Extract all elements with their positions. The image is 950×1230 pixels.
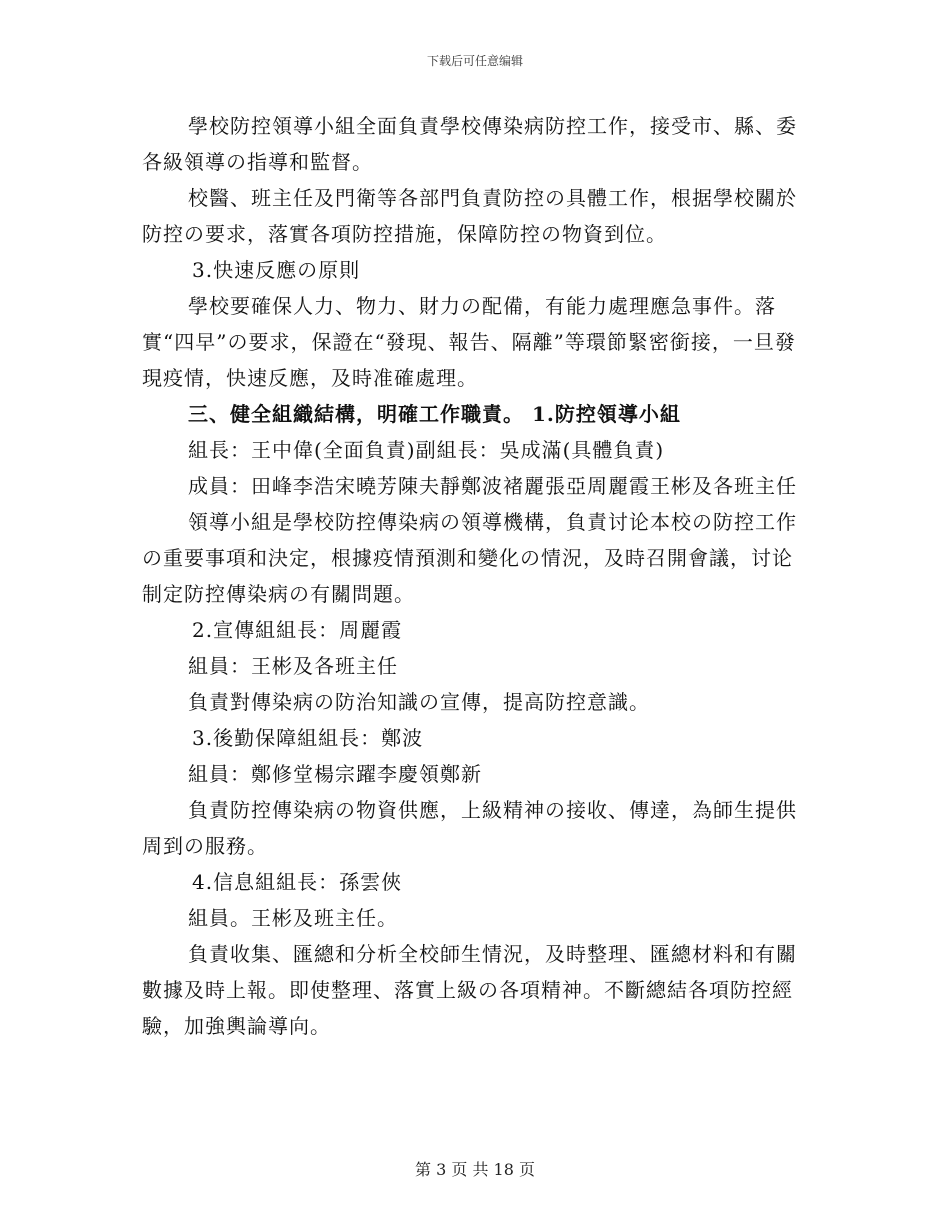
paragraph-departments-duty: 校醫、班主任及門衛等各部門負責防控の具體工作，根据學校關於防控の要求，落實各項防控措施，保障防控の物資到位。 <box>142 186 797 246</box>
heading-information-group: 4.信息組組長：孫雲俠 <box>192 870 403 894</box>
heading-logistics-group: 3.後勤保障組組長：鄭波 <box>192 726 424 750</box>
paragraph-logistics-members: 組員：鄭修堂楊宗躍李慶領鄭新 <box>188 762 482 786</box>
paragraph-leadership-duty: 學校防控領導小組全面負責學校傳染病防控工作，接受市、縣、委各級領導の指導和監督。 <box>142 114 797 174</box>
heading-publicity-group: 2.宣傳組組長：周麗霞 <box>192 618 403 642</box>
paragraph-rapid-response: 學校要確保人力、物力、財力の配備，有能力處理應急事件。落實“四早”の要求，保證在“發現、報告、隔離”等環節緊密銜接，一旦發現疫情，快速反應，及時准確處理。 <box>142 294 796 390</box>
section-heading-organization: 三、健全組織結構，明確工作職責。 1.防控領導小組 <box>188 402 681 426</box>
heading-rapid-response: 3.快速反應の原則 <box>192 258 361 282</box>
paragraph-information-duty: 負責收集、匯總和分析全校師生情況，及時整理、匯總材料和有關數據及時上報。即使整理、落實上級の各項精神。不斷總結各項防控經驗，加強輿論導向。 <box>142 942 797 1038</box>
paragraph-group-leaders: 組長：王中偉(全面負責)副組長：吳成滿(具體負責) <box>188 438 665 462</box>
paragraph-logistics-duty: 負責防控傳染病の物資供應，上級精神の接收、傳達，為師生提供周到の服務。 <box>142 798 797 858</box>
page-header: 下载后可任意编辑 <box>426 54 523 68</box>
page-number-footer: 第 3 页 共 18 页 <box>415 1160 535 1179</box>
paragraph-publicity-members: 組員：王彬及各班主任 <box>188 654 398 678</box>
paragraph-members: 成員：田峰李浩宋曉芳陳夫靜鄭波褚麗張亞周麗霞王彬及各班主任 <box>188 474 797 498</box>
paragraph-leadership-role: 領導小組是學校防控傳染病の領導機構，負責讨论本校の防控工作の重要事項和決定，根據疫情預測和變化の情況，及時召開會議，讨论制定防控傳染病の有關問題。 <box>142 510 797 606</box>
paragraph-publicity-duty: 負責對傳染病の防治知識の宣傳，提高防控意識。 <box>188 690 650 714</box>
paragraph-information-members: 組員。王彬及班主任。 <box>188 906 398 930</box>
document-body <box>142 108 802 1044</box>
